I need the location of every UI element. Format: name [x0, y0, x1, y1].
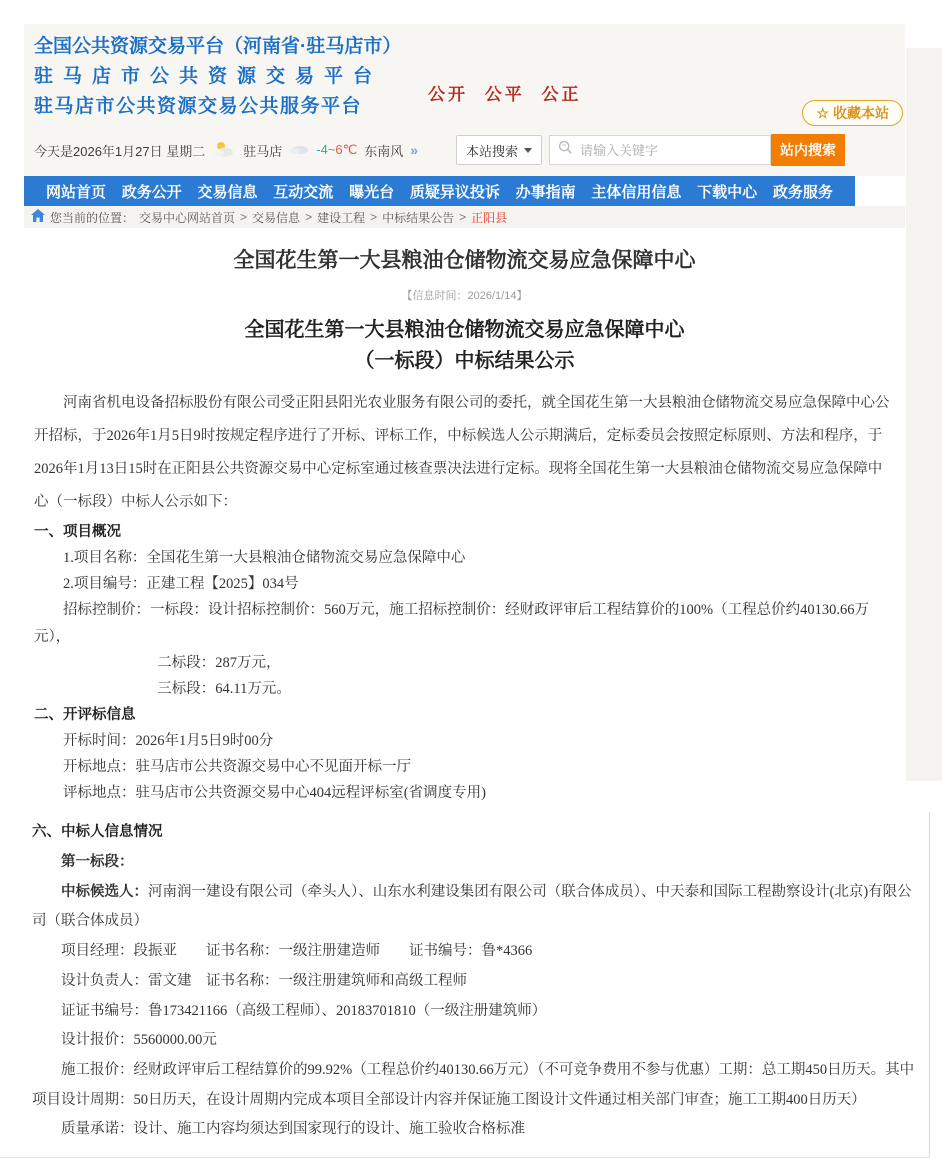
- temperature-low: -4: [316, 142, 328, 157]
- breadcrumb-current[interactable]: 正阳县: [471, 210, 508, 225]
- paragraph-intro: 河南省机电设备招标股份有限公司受正阳县阳光农业服务有限公司的委托，就全国花生第一大县粮油仓储物流交易应急保障中心公开招标，于2026年1月5日9时按规定程序进行了开标、评标工作，中标候选人公示期满后，定标委员会按照定标原则、方法和程序，于2026年1月13日15时在正阳县公共资源交易中心定标室通过核查票决法进行定标。现将全国花生第一大县粮油仓储物流交易应急保障中心（一标段）中标人公示如下：: [34, 395, 890, 511]
- site-title-city: 驻马店市公共资源交易平台: [34, 66, 383, 87]
- document-title: [34, 315, 895, 377]
- info-time: 【信息时间：2026/1/14】: [401, 290, 528, 302]
- nav-item-guide[interactable]: 办事指南: [515, 183, 576, 201]
- section1-heading: 一、项目概况: [34, 524, 121, 541]
- breadcrumb-prefix: 您当前的位置：: [50, 210, 135, 225]
- section6-lot-label: 第一标段：: [61, 853, 134, 870]
- article-body: [34, 387, 895, 806]
- weather-more-arrow-icon[interactable]: »: [410, 142, 419, 158]
- main-nav: [24, 176, 855, 206]
- nav-item-interaction[interactable]: 互动交流: [273, 183, 334, 201]
- chevron-down-icon: [524, 148, 532, 153]
- section6-quality-commitment: 质量承诺：设计、施工内容均须达到国家现行的设计、施工验收合格标准: [61, 1121, 525, 1138]
- search-scope-value: 本站搜索: [466, 143, 519, 159]
- section1-item-project-name: 1.项目名称：全国花生第一大县粮油仓储物流交易应急保障中心: [63, 550, 466, 567]
- section6-project-manager: 项目经理：段振亚 证书名称：一级注册建造师 证书编号：鲁*4366: [61, 943, 533, 960]
- site-title-service: 驻马店市公共资源交易公共服务平台: [34, 96, 363, 117]
- section6-cert-numbers: 证证书编号：鲁173421166（高级工程师）、20183701810（一级注册建筑师）: [61, 1002, 547, 1019]
- site-search: [456, 134, 845, 166]
- nav-item-downloads[interactable]: 下载中心: [697, 183, 758, 201]
- breadcrumb-separator: >: [459, 210, 467, 224]
- site-title-block: [24, 24, 905, 124]
- section1-item-control-price: 招标控制价：一标段：设计招标控制价：560万元，施工招标控制价：经财政评审后工程结算价的100%（工程总价约40130.66万元），: [34, 602, 869, 645]
- section2-item-open-place: 开标地点：驻马店市公共资源交易中心不见面开标一厅: [63, 759, 411, 776]
- slogan-text: 公开 公平 公正: [428, 85, 582, 104]
- site-title-national: 全国公共资源交易平台（河南省·驻马店市）: [34, 36, 402, 57]
- section6-candidate-label: 中标候选人：: [61, 883, 148, 900]
- breadcrumb: [24, 206, 905, 228]
- nav-item-exposure[interactable]: 曝光台: [349, 183, 395, 201]
- search-input[interactable]: [573, 142, 770, 159]
- article-upper: [24, 228, 905, 812]
- section1-item-lot2-price: 二标段：287万元，: [157, 654, 281, 671]
- nav-item-home[interactable]: 网站首页: [46, 183, 107, 201]
- temperature-tilde: ~: [327, 142, 336, 157]
- weather-city: 驻马店: [243, 143, 283, 159]
- search-scope-select[interactable]: [456, 135, 542, 165]
- breadcrumb-separator: >: [240, 210, 248, 224]
- section2-item-open-time: 开标时间：2026年1月5日9时00分: [63, 732, 274, 749]
- favorite-site-button[interactable]: [802, 100, 903, 126]
- document-title-line1: 全国花生第一大县粮油仓储物流交易应急保障中心: [244, 319, 685, 341]
- section6-design-lead: 设计负责人：雷文建 证书名称：一级注册建筑师和高级工程师: [61, 972, 467, 989]
- info-bar: [24, 124, 905, 176]
- search-input-box: [549, 135, 771, 165]
- nav-item-gov-disclosure[interactable]: 政务公开: [121, 183, 182, 201]
- breadcrumb-item-bid-result[interactable]: 中标结果公告: [382, 210, 455, 225]
- page-title: 全国花生第一大县粮油仓储物流交易应急保障中心: [233, 249, 696, 272]
- today-date-text: 今天是2026年1月27日 星期二: [34, 143, 206, 159]
- breadcrumb-item-construction[interactable]: 建设工程: [317, 210, 366, 225]
- date-weather: [34, 141, 418, 160]
- page-right-gutter: [906, 48, 942, 781]
- breadcrumb-item-home[interactable]: 交易中心网站首页: [139, 210, 236, 225]
- nav-item-gov-services[interactable]: 政务服务: [772, 183, 833, 201]
- document-title-line2: （一标段）中标结果公示: [354, 350, 575, 372]
- breadcrumb-item-trade-info[interactable]: 交易信息: [252, 210, 301, 225]
- section2-item-eval-place: 评标地点：驻马店市公共资源交易中心404远程评标室(省调度专用): [63, 785, 486, 802]
- section6-heading: 六、中标人信息情况: [32, 824, 163, 841]
- temperature-high: 6℃: [335, 142, 358, 157]
- article-lower: [0, 812, 930, 1158]
- star-icon: ☆: [816, 104, 829, 121]
- site-search-button[interactable]: 站内搜索: [771, 134, 845, 166]
- section6-design-price: 设计报价：5560000.00元: [61, 1032, 217, 1049]
- cloud-icon: [289, 142, 309, 158]
- section6-construction-price: 施工报价：经财政评审后工程结算价的99.92%（工程总价约40130.66万元）（不可竞争费用不参与优惠）工期：总工期450日历天。其中项目设计周期：50日历天，在设计周期内完成本项目全部设计内容并保证施工图设计文件通过相关部门审查；施工工期400日历天）: [32, 1061, 915, 1108]
- site-header: [24, 24, 905, 176]
- favorite-site-label: 收藏本站: [833, 105, 889, 121]
- sun-cloud-icon: [212, 141, 236, 160]
- nav-item-credit-info[interactable]: 主体信用信息: [591, 183, 682, 201]
- breadcrumb-separator: >: [370, 210, 378, 224]
- section6-candidate: [32, 878, 915, 937]
- section1-item-project-number: 2.项目编号：正建工程【2025】034号: [63, 576, 299, 593]
- breadcrumb-separator: >: [305, 210, 313, 224]
- nav-item-complaints[interactable]: 质疑异议投诉: [409, 183, 500, 201]
- section6-candidate-text: 河南润一建设有限公司（牵头人）、山东水利建设集团有限公司（联合体成员）、中天泰和国际工程勘察设计(北京)有限公司（联合体成员）: [32, 883, 912, 930]
- temperature: [316, 142, 357, 158]
- wind-text: 东南风: [364, 143, 404, 159]
- search-icon: [558, 140, 573, 160]
- section1-item-lot3-price: 三标段：64.11万元。: [157, 680, 291, 697]
- home-icon[interactable]: [31, 209, 45, 225]
- section2-heading: 二、开评标信息: [34, 706, 136, 723]
- nav-item-trade-info[interactable]: 交易信息: [197, 183, 258, 201]
